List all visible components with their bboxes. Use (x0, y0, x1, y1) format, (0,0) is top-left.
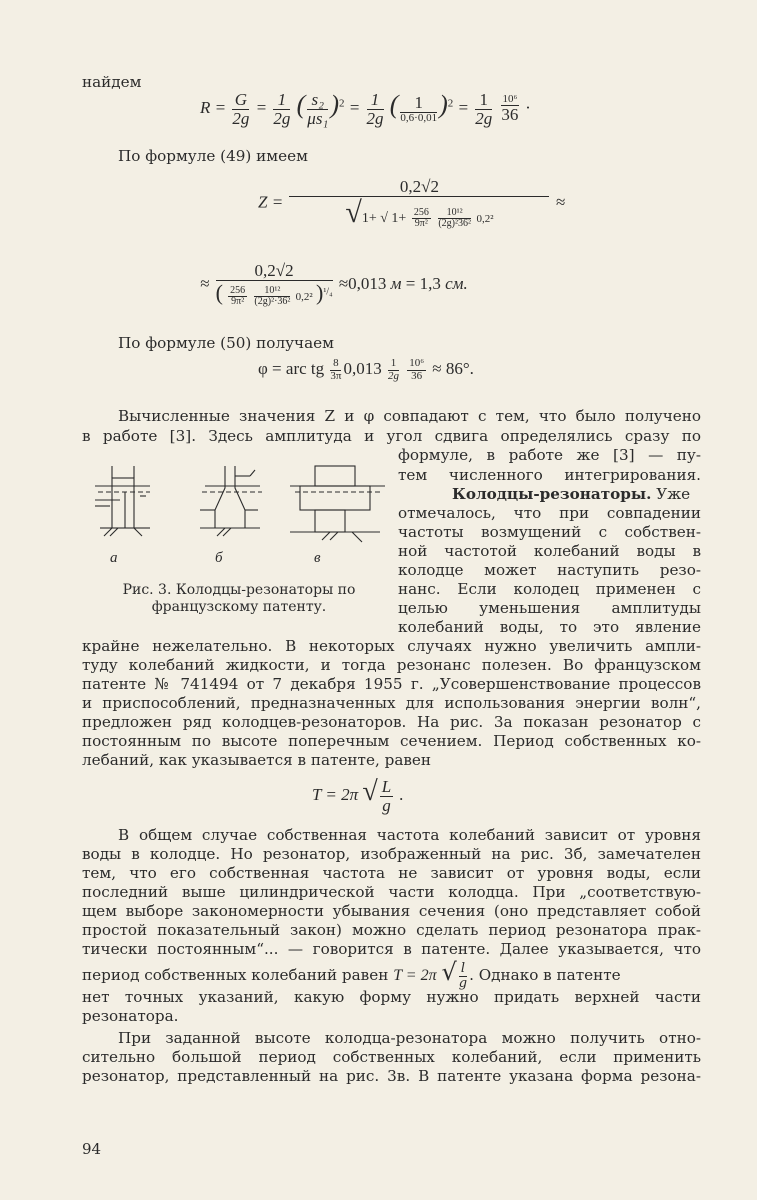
col-line: Уже (651, 485, 691, 503)
resonator-a (95, 466, 150, 536)
col-line: частоты возмущений с собствен- (398, 523, 701, 541)
col-line: нанс. Если колодец применен с (398, 580, 701, 598)
col-line: колодце может наступить резо- (398, 561, 701, 579)
para4-line: резонатор, представленный на рис. 3в. В патенте указана форма резона- (82, 1067, 701, 1085)
col-line: отмечалось, что при совпадении (398, 504, 701, 522)
para3-line: щем выборе закономерности убывания сечения (оно представляет собой (82, 902, 701, 920)
para3-line: тем, что его собственная частота не зависит от уровня воды, если (82, 864, 701, 882)
figure-label: в (314, 550, 321, 566)
para2-line: патенте № 741494 от 7 декабря 1955 г. „Усовершенствование процессов (82, 675, 701, 693)
para2-line: лебаний, как указывается в патенте, равен (82, 751, 432, 769)
section-heading: Колодцы-резонаторы. (452, 485, 652, 503)
para3-line: тически постоянным“... — говорится в патенте. Далее указывается, что (82, 940, 701, 958)
text-formula-49: По формуле (49) имеем (118, 147, 308, 165)
para3-line: нет точных указаний, какую форму нужно придать верхней части (82, 988, 701, 1006)
page-number: 94 (82, 1140, 102, 1158)
intro-text: найдем (82, 73, 142, 91)
figure-label: а (110, 550, 118, 566)
formula-r: R = $\frac{G}{2g}$ = $\frac{1}{2g}$ ( $\frac{\text{s₂}}{\text{μs₁}}$ )$^2$ = $\frac{1}{2g}$ ( $\frac{1}{0,6\cdot 0,01}$ )$^2$ = $\frac{1}{2g}$ $\frac{\text{10⁶}}{36}$ · (200, 89, 530, 128)
para2-line: предложен ряд колодцев-резонаторов. На рис. 3а показан резонатор с (82, 713, 701, 731)
resonator-b (200, 466, 262, 536)
formula-z: Z = 0,2√2 √1+ √ 1+ $\frac{256}{\text{9π²}}$ $\frac{\text{10¹²}}{\text{(2g)²36²}}$ 0,2² ≈ (258, 177, 566, 230)
col-line: целью уменьшения амплитуды (398, 599, 701, 617)
formula-t: T = 2π √ $\frac{L}{g}$ . (312, 776, 404, 815)
para2-line: и приспособлений, предназначенных для использования энергии волн“, (82, 694, 701, 712)
formula-z-approx: ≈ 0,2√2 ( $\frac{256}{\text{9π²}}$ $\frac{\text{10¹²}}{\text{(2g)²·36²}}$ 0,2² )$^{^1/_4}$ ≈0,013 м = 1,3 см. (200, 261, 468, 308)
para2-line: туду колебаний жидкости, и тогда резонанс полезен. Во французском (82, 656, 701, 674)
section-heading-line (452, 485, 701, 504)
para3-line: воды в колодце. Но резонатор, изображенный на рис. 3б, замечателен (82, 845, 701, 863)
para3-line: В общем случае собственная частота колебаний зависит от уровня (118, 826, 701, 844)
text-formula-50: По формуле (50) получаем (118, 334, 334, 352)
figure-caption: Рис. 3. Колодцы-резонаторы по французскому патенту. (122, 582, 356, 615)
para3-formula-line: период собственных колебаний равен T = 2π √ $\frac{l}{g}$ . Однако в патенте (82, 958, 621, 991)
para1-line: Вычисленные значения Z и φ совпадают с тем, что было получено (118, 407, 701, 425)
para2-line: крайне нежелательно. В некоторых случаях нужно увеличить ампли- (82, 637, 701, 655)
para4-line: При заданной высоте колодца-резонатора можно получить отно- (118, 1029, 701, 1047)
para4-line: сительно большой период собственных колебаний, если применить (82, 1048, 701, 1066)
figure-resonators (90, 458, 390, 558)
para3-line: резонатора. (82, 1007, 179, 1025)
col-line: формуле, в работе же [3] — пу- (398, 446, 701, 464)
col-line: колебаний воды, то это явление (398, 618, 701, 636)
figure-label: б (215, 550, 223, 566)
formula-phi: φ = arc tg $\frac{8}{3\pi}$ 0,013 $\frac{1}{2g}$ $\frac{\text{10⁶}}{36}$ ≈ 86°. (258, 357, 474, 382)
resonator-c (290, 466, 385, 542)
para3-line: простой показательный закон) можно сделать период резонатора прак- (82, 921, 701, 939)
col-line: тем численного интегрирования. (398, 466, 701, 484)
para1-line: в работе [3]. Здесь амплитуда и угол сдвига определялись сразу по (82, 427, 701, 445)
para3-line: последний выше цилиндрической части колодца. При „соответствую- (82, 883, 701, 901)
para2-line: постоянным по высоте поперечным сечением. Период собственных ко- (82, 732, 701, 750)
col-line: ной частотой колебаний воды в (398, 542, 701, 560)
